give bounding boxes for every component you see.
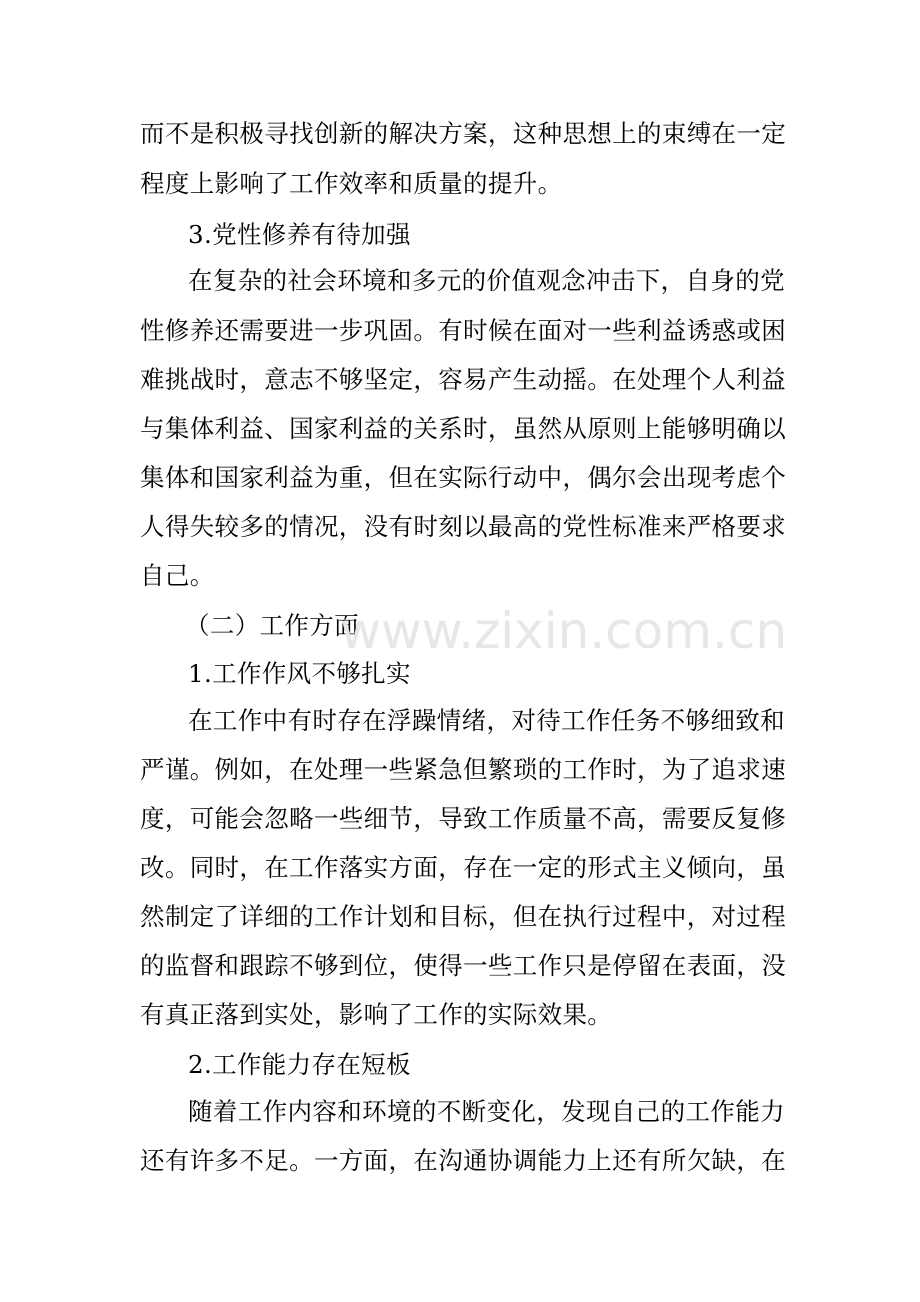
section-heading: 3.党性修养有待加强 [188, 220, 411, 249]
body-text-line: 严谨。例如，在处理一些紧急但繁琐的工作时，为了追求速 [140, 755, 787, 784]
body-text-line: 与集体利益、国家利益的关系时，虽然从原则上能够明确以 [140, 414, 787, 443]
body-text-line: 难挑战时，意志不够坚定，容易产生动摇。在处理个人利益 [140, 365, 787, 394]
subsection-heading: 2.工作能力存在短板 [188, 1050, 411, 1079]
body-text-line: 性修养还需要进一步巩固。有时候在面对一些利益诱惑或困 [140, 316, 787, 345]
subsection-heading: 1.工作作风不够扎实 [188, 659, 411, 688]
body-text-line: 而不是积极寻找创新的解决方案，这种思想上的束缚在一定 [140, 119, 787, 148]
body-text-line: 在工作中有时存在浮躁情绪，对待工作任务不够细致和 [188, 706, 785, 735]
body-text-line: 改。同时，在工作落实方面，存在一定的形式主义倾向，虽 [140, 853, 787, 882]
body-text-line: 然制定了详细的工作计划和目标，但在执行过程中，对过程 [140, 902, 787, 931]
body-text-line: 有真正落到实处，影响了工作的实际效果。 [140, 1000, 613, 1029]
body-text-line: 在复杂的社会环境和多元的价值观念冲击下，自身的党 [188, 266, 785, 295]
body-text-line: 还有许多不足。一方面，在沟通协调能力上还有所欠缺，在 [140, 1146, 787, 1175]
body-text-line: 程度上影响了工作效率和质量的提升。 [140, 169, 563, 198]
section-heading: （二）工作方面 [185, 611, 359, 640]
body-text-line: 随着工作内容和环境的不断变化，发现自己的工作能力 [188, 1097, 785, 1126]
body-text-line: 人得失较多的情况，没有时刻以最高的党性标准来严格要求 [140, 512, 787, 541]
body-text-line: 度，可能会忽略一些细节，导致工作质量不高，需要反复修 [140, 804, 787, 833]
body-text-line: 的监督和跟踪不够到位，使得一些工作只是停留在表面，没 [140, 951, 787, 980]
watermark: www.zixin.com.cn [340, 602, 788, 660]
body-text-line: 集体和国家利益为重，但在实际行动中，偶尔会出现考虑个 [140, 463, 787, 492]
body-text-line: 自己。 [140, 561, 215, 590]
